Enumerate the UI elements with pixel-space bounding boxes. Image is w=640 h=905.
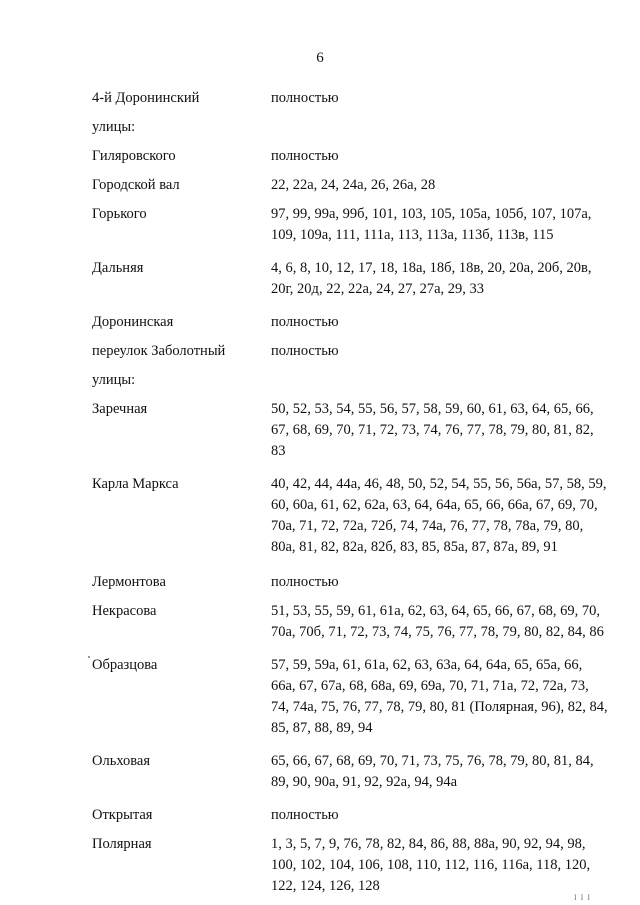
table-row xyxy=(92,146,612,167)
street-name: Открытая xyxy=(92,807,153,823)
table-row xyxy=(92,341,612,362)
house-numbers: 51, 53, 55, 59, 61, 61а, 62, 63, 64, 65, 66, 67, 68, 69, 70, 70а, 70б, 71, 72, 73, 74, 75, 76, 77, 78, 79, 80, 82, 84, 86 xyxy=(271,603,604,640)
street-name: Образцова xyxy=(92,657,158,673)
table-row xyxy=(92,751,612,793)
house-numbers: полностью xyxy=(271,148,339,164)
house-numbers xyxy=(271,370,609,391)
page-number: 6 xyxy=(316,50,324,66)
street-name: Городской вал xyxy=(92,177,180,193)
street-name: Доронинская xyxy=(92,314,174,330)
house-numbers xyxy=(271,117,609,138)
street-name: переулок Заболотный xyxy=(92,343,226,359)
table-row xyxy=(92,805,612,826)
street-name: Карла Маркса xyxy=(92,476,179,492)
footer-mark: I I I xyxy=(574,893,591,902)
house-numbers: 65, 66, 67, 68, 69, 70, 71, 73, 75, 76, 78, 79, 80, 81, 84, 89, 90, 90а, 91, 92, 92а, 94, 94а xyxy=(271,753,594,790)
table-row xyxy=(92,572,612,593)
house-numbers: 1, 3, 5, 7, 9, 76, 78, 82, 84, 86, 88, 88а, 90, 92, 94, 98, 100, 102, 104, 106, 108, 110, 112, 116, 116а, 118, 120, 122, 124, 126, 128 xyxy=(271,836,591,894)
street-name: 4-й Доронинский xyxy=(92,90,200,106)
table-row xyxy=(92,834,612,897)
house-numbers: полностью xyxy=(271,314,339,330)
table-row xyxy=(92,370,612,391)
table-row xyxy=(92,655,612,739)
table-row xyxy=(92,175,612,196)
table-row xyxy=(92,399,612,462)
table-row xyxy=(92,258,612,300)
house-numbers: 40, 42, 44, 44а, 46, 48, 50, 52, 54, 55, 56, 56а, 57, 58, 59, 60, 60а, 61, 62, 62а, 63, 64, 64а, 65, 66, 66а, 67, 69, 70, 70а, 71, 72, 72а, 72б, 74, 74а, 76, 77, 78, 78а, 79, 80, 80а, 81, 82, 82а, 82б, 83, 85, 85а, 87, 87а, 89, 91 xyxy=(271,476,607,555)
street-table xyxy=(92,88,612,897)
street-name: Некрасова xyxy=(92,603,157,619)
house-numbers: полностью xyxy=(271,343,339,359)
street-name: Гиляровского xyxy=(92,148,176,164)
table-row xyxy=(92,474,612,558)
house-numbers: 57, 59, 59а, 61, 61а, 62, 63, 63а, 64, 64а, 65, 65а, 66, 66а, 67, 67а, 68, 68а, 69, 69а, 70, 71, 71а, 72, 72а, 73, 74, 74а, 75, 76, 77, 78, 79, 80, 81 (Полярная, 96), 82, 84, 85, 87, 88, 89, 94 xyxy=(271,657,608,736)
street-name: Горького xyxy=(92,206,147,222)
table-row xyxy=(92,312,612,333)
table-row xyxy=(92,601,612,643)
street-name: Дальняя xyxy=(92,260,144,276)
house-numbers: полностью xyxy=(271,574,339,590)
street-name: улицы: xyxy=(92,119,136,135)
street-name: Лермонтова xyxy=(92,574,166,590)
house-numbers: 50, 52, 53, 54, 55, 56, 57, 58, 59, 60, 61, 63, 64, 65, 66, 67, 68, 69, 70, 71, 72, 73, 74, 76, 77, 78, 79, 80, 81, 82, 83 xyxy=(271,401,594,459)
house-numbers: полностью xyxy=(271,90,339,106)
table-row xyxy=(92,117,612,138)
table-row xyxy=(92,88,612,109)
house-numbers: 4, 6, 8, 10, 12, 17, 18, 18а, 18б, 18в, 20, 20а, 20б, 20в, 20г, 20д, 22, 22а, 24, 27, 27а, 29, 33 xyxy=(271,260,592,297)
street-name: Полярная xyxy=(92,836,152,852)
street-name: улицы: xyxy=(92,372,136,388)
scan-speck xyxy=(88,656,90,658)
street-name: Заречная xyxy=(92,401,148,417)
house-numbers: 97, 99, 99а, 99б, 101, 103, 105, 105а, 105б, 107, 107а, 109, 109а, 111, 111а, 113, 113а, 113б, 113в, 115 xyxy=(271,206,592,243)
table-row xyxy=(92,204,612,246)
street-name: Ольховая xyxy=(92,753,151,769)
house-numbers: 22, 22а, 24, 24а, 26, 26а, 28 xyxy=(271,177,436,193)
house-numbers: полностью xyxy=(271,807,339,823)
